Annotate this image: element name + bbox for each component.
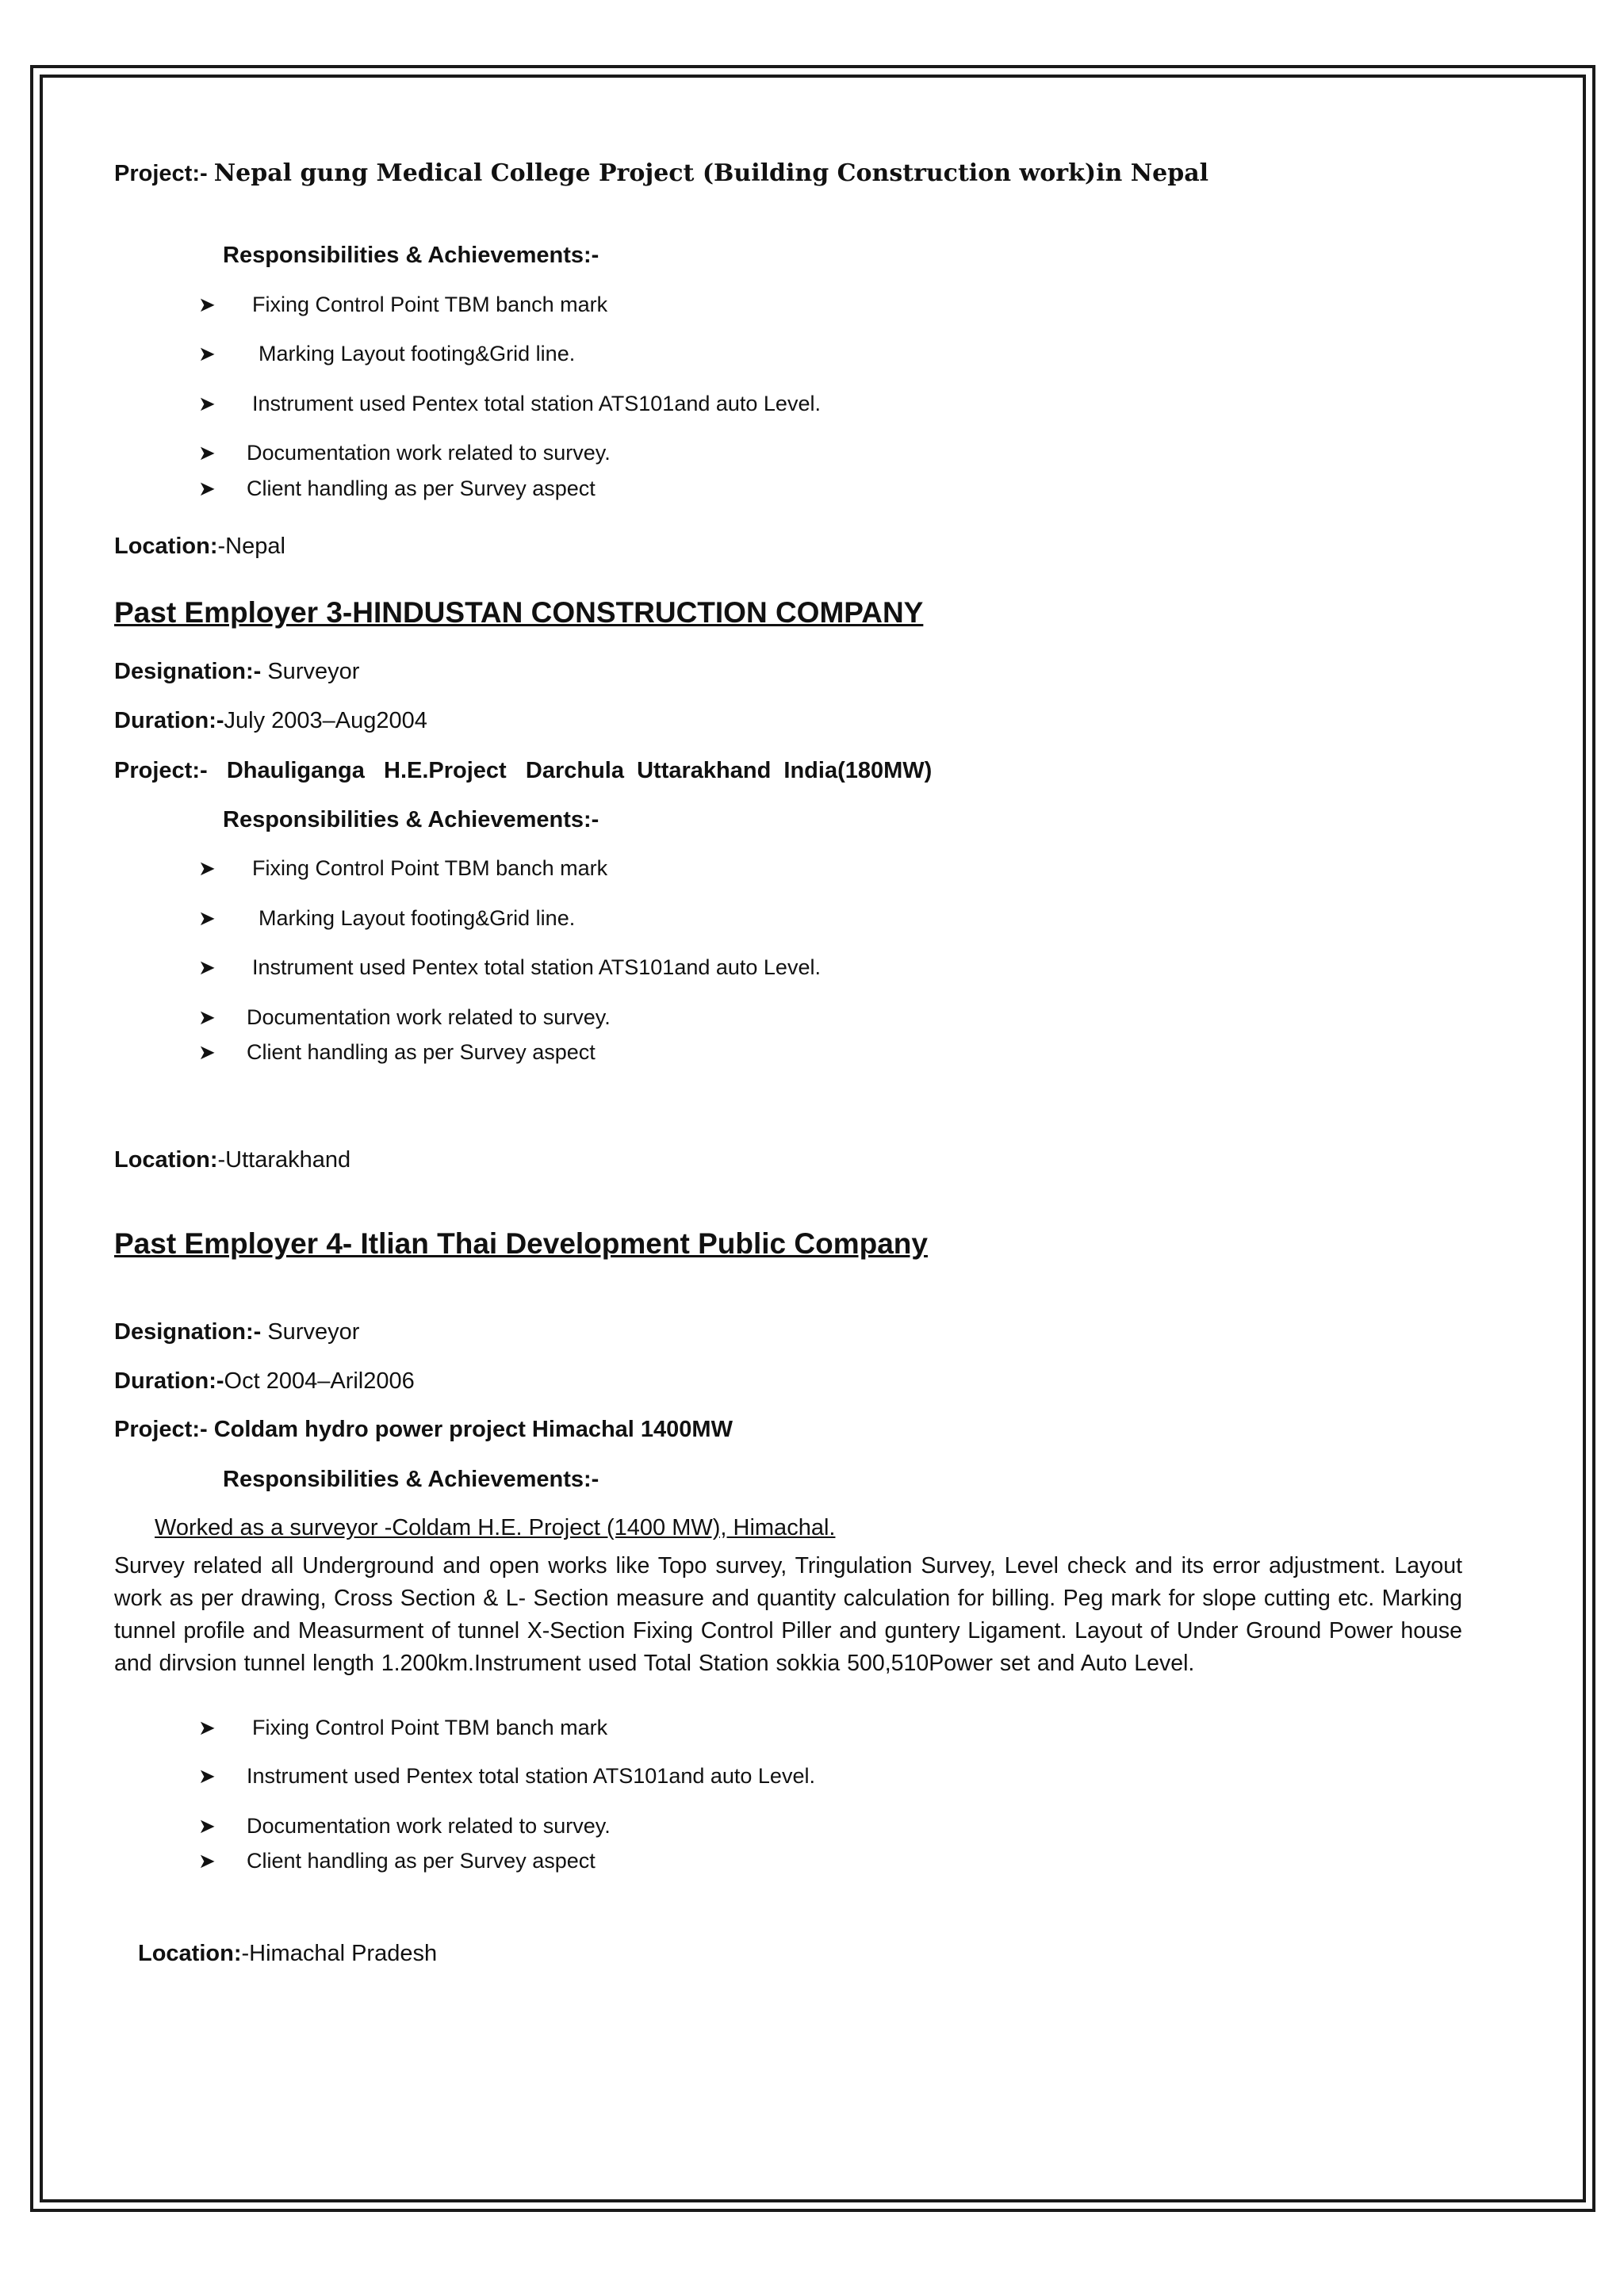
bullet-item: Instrument used Pentex total station ATS101and auto Level.	[252, 955, 821, 979]
duration-label: Duration:-	[114, 708, 224, 733]
bullet-item: Documentation work related to survey.	[247, 1814, 611, 1838]
bullet-item: Marking Layout footing&Grid line.	[259, 342, 576, 365]
project-label: Project:-	[114, 758, 208, 783]
responsibilities-heading: Responsibilities & Achievements:-	[223, 1467, 599, 1492]
arrowhead-bullet-icon: ➤	[198, 1849, 216, 1873]
arrowhead-bullet-icon: ➤	[198, 1764, 216, 1788]
duration-value: July 2003–Aug2004	[224, 708, 427, 733]
location-value: -Himachal Pradesh	[241, 1941, 438, 1966]
bullet-item: Marking Layout footing&Grid line.	[259, 906, 576, 930]
bullet-item: Documentation work related to survey.	[247, 1005, 611, 1029]
location-value: -Nepal	[217, 534, 285, 559]
arrowhead-bullet-icon: ➤	[198, 476, 216, 500]
duration-label: Duration:-	[114, 1368, 224, 1394]
project-label: Project:-	[114, 1417, 208, 1442]
arrowhead-bullet-icon: ➤	[198, 293, 216, 316]
bullet-item: Instrument used Pentex total station ATS101and auto Level.	[247, 1764, 815, 1788]
project-title: Coldam hydro power project Himachal 1400MW	[213, 1417, 733, 1442]
location-line-uttarakhand	[114, 1146, 350, 1173]
bullet-item: Client handling as per Survey aspect	[247, 1849, 596, 1873]
designation-label: Designation:-	[114, 659, 262, 684]
designation-label: Designation:-	[114, 1319, 262, 1345]
designation-line	[114, 658, 359, 685]
bullet-item: Client handling as per Survey aspect	[247, 1040, 596, 1064]
project-title: Nepal gung Medical College Project (Building Construction work)in Nepal	[213, 159, 1209, 187]
arrowhead-bullet-icon: ➤	[198, 856, 216, 880]
designation-value: Surveyor	[267, 1319, 360, 1345]
location-line-himachal	[138, 1940, 437, 1967]
employer-4-heading: Past Employer 4- Itlian Thai Development Public Company	[114, 1227, 928, 1260]
worked-as-line: Worked as a surveyor -Coldam H.E. Project (1400 MW), Himachal.	[155, 1515, 836, 1540]
duration-line	[114, 707, 427, 734]
designation-line	[114, 1318, 359, 1345]
bullet-item: Fixing Control Point TBM banch mark	[252, 856, 608, 880]
arrowhead-bullet-icon: ➤	[198, 441, 216, 465]
bullet-item: Client handling as per Survey aspect	[247, 476, 596, 500]
arrowhead-bullet-icon: ➤	[198, 1814, 216, 1838]
location-label: Location:	[114, 1147, 218, 1173]
arrowhead-bullet-icon: ➤	[198, 1040, 216, 1064]
arrowhead-bullet-icon: ➤	[198, 955, 216, 979]
designation-value: Surveyor	[267, 659, 360, 684]
arrowhead-bullet-icon: ➤	[198, 1005, 216, 1029]
location-line-nepal	[114, 533, 285, 560]
duration-value: Oct 2004–Aril2006	[224, 1368, 415, 1394]
bullet-item: Fixing Control Point TBM banch mark	[252, 1716, 608, 1739]
project-line-coldam	[114, 1416, 733, 1443]
project-title: Dhauliganga H.E.Project Darchula Uttarakhand India(180MW)	[226, 758, 933, 783]
arrowhead-bullet-icon: ➤	[198, 342, 216, 365]
location-value: -Uttarakhand	[217, 1147, 351, 1173]
project-label: Project:-	[114, 161, 208, 186]
employer-3-heading: Past Employer 3-HINDUSTAN CONSTRUCTION COMPANY	[114, 596, 924, 629]
bullet-item: Instrument used Pentex total station ATS101and auto Level.	[252, 392, 821, 415]
work-description-paragraph: Survey related all Underground and open works like Topo survey, Tringulation Survey, Level check and its error adjustment. Layout work as per drawing, Cross Section & L- Section measure and quantity calculation for billing. Peg mark for slope cutting etc. Marking tunnel profile and Measurment of tunnel X-Section Fixing Control Piller and guntery Ligament. Layout of Under Ground Power house and dirvsion tunnel length 1.200km.Instrument used Total Station sokkia 500,510Power set and Auto Level.	[114, 1553, 1462, 1676]
arrowhead-bullet-icon: ➤	[198, 1716, 216, 1739]
responsibilities-heading: Responsibilities & Achievements:-	[223, 807, 599, 832]
bullet-item: Fixing Control Point TBM banch mark	[252, 293, 608, 316]
project-line-dhauliganga	[114, 757, 932, 784]
project-line-nepal	[114, 160, 1208, 187]
duration-line	[114, 1368, 415, 1395]
responsibilities-heading: Responsibilities & Achievements:-	[223, 243, 599, 268]
bullet-item: Documentation work related to survey.	[247, 441, 611, 465]
location-label: Location:	[114, 534, 218, 559]
arrowhead-bullet-icon: ➤	[198, 906, 216, 930]
arrowhead-bullet-icon: ➤	[198, 392, 216, 415]
location-label: Location:	[138, 1941, 242, 1966]
